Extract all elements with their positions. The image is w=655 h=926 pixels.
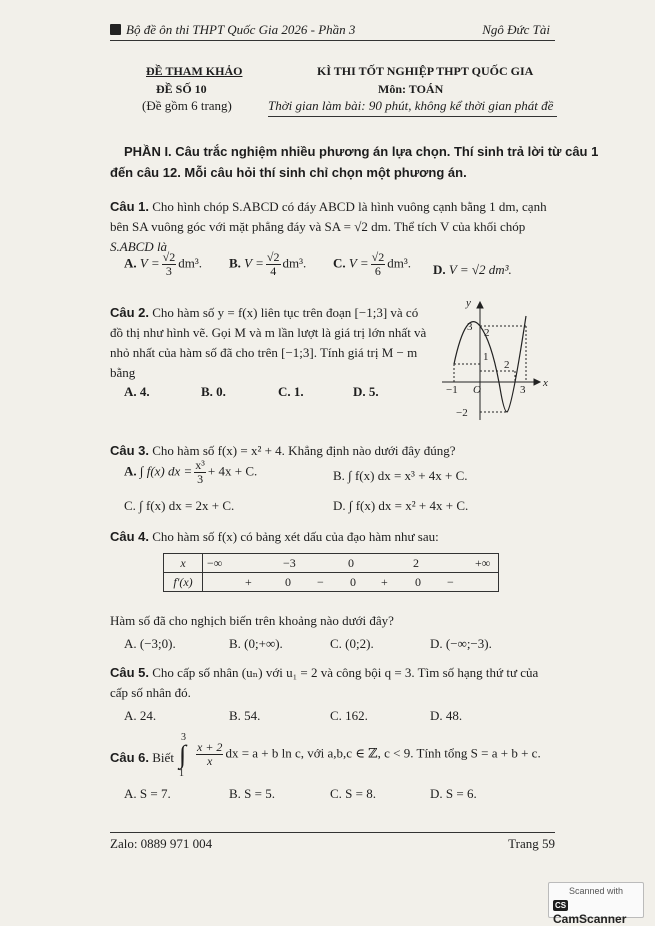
q2-line2: đồ thị như hình vẽ. Gọi M và m lần lượt là giá trị lớn nhất và (110, 325, 427, 340)
label-2-left: 2 (484, 327, 490, 339)
q5-option-b: B. 54. (229, 708, 261, 723)
page-count: (Đề gồm 6 trang) (142, 98, 232, 113)
question-2: Câu 2. Cho hàm số y = f(x) liên tục trên đoạn [−1;3] và có (110, 305, 419, 320)
q1-line2: bên SA vuông góc với mặt phẳng đáy và SA = √2 dm. Thể tích V của khối chóp (110, 219, 526, 234)
q3-option-a: A. ∫ f(x) dx = $\frac{\text{x³}}{3}$ + 4x + C. (124, 458, 258, 486)
function-graph (440, 296, 550, 424)
q1-line1: Cho hình chóp S.ABCD có đáy ABCD là hình vuông cạnh bằng 1 dm, cạnh (152, 199, 547, 214)
exam-number: ĐỀ SỐ 10 (156, 82, 207, 96)
footer-rule (110, 832, 555, 833)
q1-label: Câu 1. (110, 199, 150, 214)
q6-option-d: D. S = 6. (430, 786, 477, 801)
q2-option-c: C. 1. (278, 384, 304, 399)
q1-option-a: A. V = $\frac{√2}{3}$ dm³. (124, 250, 202, 278)
q2-option-b: B. 0. (201, 384, 226, 399)
time-underline (268, 116, 557, 117)
q4-option-b: B. (0;+∞). (229, 636, 283, 651)
q6-expression: $\frac{x + 2}{x}$ dx = a + b ln c, với a,b,c ∈ ℤ, c < 9. Tính tổng S = a + b + c. (197, 740, 541, 768)
subject: Môn: TOÁN (378, 82, 444, 96)
q5-option-a: A. 24. (124, 708, 157, 723)
q4-option-a: A. (−3;0). (124, 636, 176, 651)
origin-label: O (473, 384, 481, 396)
q1-option-d: D. V = √2 dm³. (433, 262, 512, 277)
q3-option-d: D. ∫ f(x) dx = x² + 4x + C. (333, 498, 469, 513)
exam-name: KÌ THI TỐT NGHIỆP THPT QUỐC GIA (317, 64, 534, 78)
table-row: f′(x) + 0 − 0 + 0 − (164, 573, 499, 592)
part1-line2: đến câu 12. Mỗi câu hỏi thí sinh chỉ chọn một phương án. (110, 165, 467, 180)
exam-time: Thời gian làm bài: 90 phút, không kể thời gian phát đề (268, 98, 554, 113)
question-4: Câu 4. Cho hàm số f(x) có bảng xét dấu của đạo hàm như sau: (110, 529, 439, 544)
q4-option-d: D. (−∞;−3). (430, 636, 492, 651)
q4-question: Hàm số đã cho nghịch biến trên khoảng nào dưới đây? (110, 613, 394, 628)
footer-contact: Zalo: 0889 971 004 (110, 836, 213, 851)
tick-y-minus2: −2 (456, 407, 468, 419)
y-axis-label: y (466, 297, 471, 309)
integral-sign: 3 ∫ 1 (179, 732, 187, 779)
q6-option-a: A. S = 7. (124, 786, 171, 801)
q6-option-b: B. S = 5. (229, 786, 275, 801)
label-1: 1 (483, 351, 489, 363)
q4-option-c: C. (0;2). (330, 636, 374, 651)
header-rule (110, 40, 555, 41)
q5-option-d: D. 48. (430, 708, 463, 723)
q3-option-b: B. ∫ f(x) dx = x³ + 4x + C. (333, 468, 468, 483)
guide-lines (454, 326, 526, 412)
tick-y3: 3 (467, 321, 473, 333)
q2-line4: bằng (110, 365, 136, 380)
footer (110, 836, 555, 852)
running-header (110, 22, 550, 38)
question-5: Câu 5. Cho cấp số nhân (uₙ) với u₁ = 2 và công bội q = 3. Tìm số hạng thứ tư của (110, 665, 539, 680)
q2-line3: nhỏ nhất của hàm số đã cho trên [−1;3]. Tính giá trị M − m (110, 345, 418, 360)
page-number: Trang 59 (508, 836, 555, 851)
y-axis-arrow (477, 302, 483, 308)
tick-x3: 3 (520, 384, 526, 396)
question-3: Câu 3. Cho hàm số f(x) = x² + 4. Khẳng định nào dưới đây đúng? (110, 443, 456, 458)
ref-label: ĐỀ THAM KHẢO (146, 64, 243, 78)
part1-line1: PHẦN I. Câu trắc nghiệm nhiều phương án lựa chọn. Thí sinh trả lời từ câu 1 (124, 144, 599, 159)
sign-table (163, 553, 499, 592)
q1-line3: S.ABCD là (110, 239, 168, 254)
q1-option-c: C. V = $\frac{√2}{6}$ dm³. (333, 250, 411, 278)
book-icon (110, 24, 121, 35)
table-row: x −∞ −3 0 2 +∞ (164, 554, 499, 573)
q5-option-c: C. 162. (330, 708, 368, 723)
q3-option-c: C. ∫ f(x) dx = 2x + C. (124, 498, 235, 513)
header-title: Bộ đề ôn thi THPT Quốc Gia 2026 - Phần 3 (126, 22, 356, 37)
camscanner-watermark: Scanned with CS CamScanner (548, 882, 644, 918)
camscanner-logo-icon: CS (555, 901, 567, 910)
x-axis-label: x (543, 377, 548, 389)
question-1 (110, 198, 560, 215)
q2-option-a: A. 4. (124, 384, 150, 399)
q6-option-c: C. S = 8. (330, 786, 376, 801)
tick-x-minus1: −1 (446, 384, 458, 396)
q2-option-d: D. 5. (353, 384, 379, 399)
curve (454, 316, 526, 412)
q1-option-b: B. V = $\frac{√2}{4}$ dm³. (229, 250, 307, 278)
q5-line2: cấp số nhân đó. (110, 685, 191, 700)
question-6: Câu 6. Biết (110, 750, 174, 765)
label-2-right: 2 (504, 359, 510, 371)
header-author: Ngô Đức Tài (482, 22, 550, 37)
x-axis-arrow (534, 379, 540, 385)
